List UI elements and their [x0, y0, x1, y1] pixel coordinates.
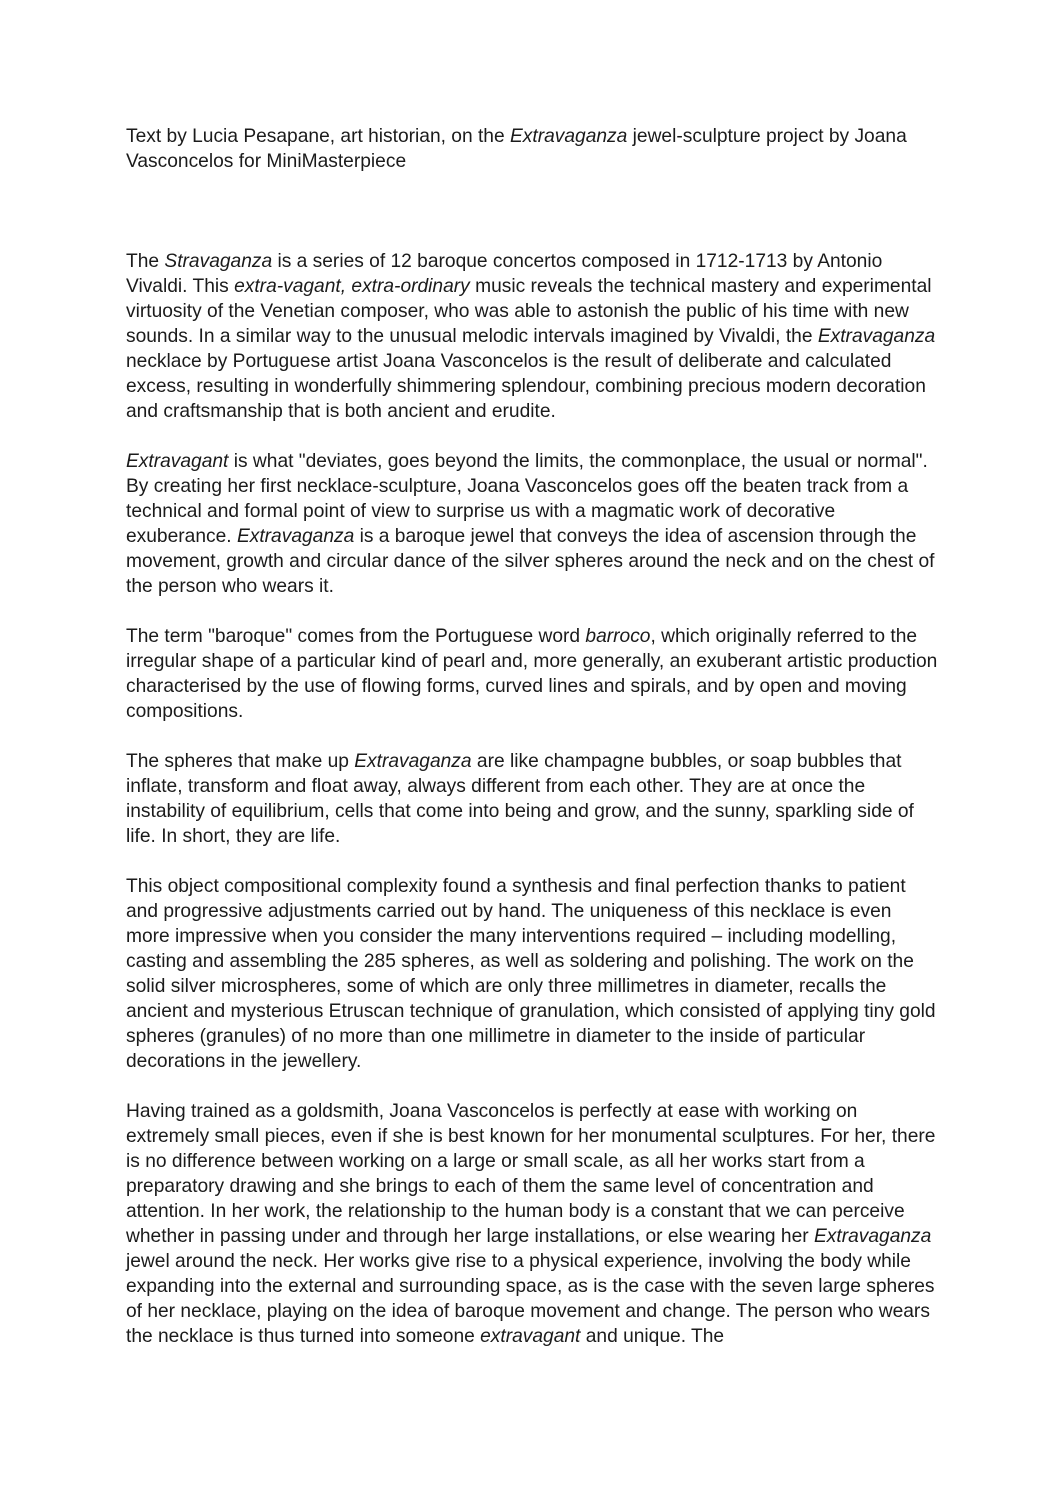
- paragraph-italic: Extravaganza: [354, 751, 472, 772]
- paragraph-italic: Extravagant: [126, 451, 229, 472]
- paragraph-text: is what "deviates, goes beyond the limits, the commonplace, the usual or normal". By creating her first necklace-sculpture, Joana Vasconcelos goes off the beaten track from a technical and formal point of view to surprise us with a magmatic work of decorative exuberance.: [126, 451, 928, 547]
- paragraph-extravagant: [126, 449, 938, 599]
- document-body: [126, 124, 938, 1349]
- header-text: jewel-sculpture project by Joana Vasconcelos for MiniMasterpiece: [126, 126, 907, 172]
- paragraph-text: jewel around the neck. Her works give rise to a physical experience, involving the body while expanding into the external and surrounding space, as is the case with the seven large spheres of her necklace, playing on the idea of baroque movement and change. The person who wears the necklace is thus turned into someone: [126, 1251, 935, 1347]
- paragraph-text: The spheres that make up: [126, 751, 355, 772]
- paragraph-italic: Extravaganza: [817, 326, 936, 347]
- paragraph-baroque: [126, 624, 938, 724]
- paragraph-text: is a baroque jewel that conveys the idea of ascension through the movement, growth and circular dance of the silver spheres around the neck and on the chest of the person who wears it.: [126, 526, 935, 597]
- paragraph-text: are like champagne bubbles, or soap bubbles that inflate, transform and float away, always different from each other. They are at once the instability of equilibrium, cells that come into being and grow, and the sunny, sparkling side of life. In short, they are life.: [126, 751, 914, 847]
- paragraph-complexity: [126, 874, 938, 1074]
- paragraph-text: The: [126, 251, 165, 272]
- paragraph-italic: Extravaganza: [236, 526, 355, 547]
- paragraph-text: necklace by Portuguese artist Joana Vasconcelos is the result of deliberate and calculated excess, resulting in wonderfully shimmering splendour, combining precious modern decoration and craftsmanship that is both ancient and erudite.: [126, 351, 926, 422]
- paragraph-text: This object compositional complexity found a synthesis and final perfection thanks to patient and progressive adjustments carried out by hand. The uniqueness of this necklace is even more impressive when you consider the many interventions required – including modelling, casting and assembling the 285 spheres, as well as soldering and polishing. The work on the solid silver microspheres, some of which are only three millimetres in diameter, recalls the ancient and mysterious Etruscan technique of granulation, which consisted of applying tiny gold spheres (granules) of no more than one millimetre in diameter to the inside of particular decorations in the jewellery.: [126, 876, 936, 1072]
- paragraph-italic: extravagant: [480, 1326, 581, 1347]
- paragraph-text: and unique. The: [580, 1326, 725, 1347]
- paragraph-italic: extra-vagant, extra-ordinary: [234, 276, 470, 297]
- paragraph-italic: Stravaganza: [164, 251, 273, 272]
- paragraph-goldsmith: [126, 1099, 938, 1349]
- paragraph-text: is a series of 12 baroque concertos composed in 1712-1713 by Antonio Vivaldi. This: [126, 251, 883, 297]
- paragraph-text: music reveals the technical mastery and experimental virtuosity of the Venetian composer, who was able to astonish the public of his time with new sounds. In a similar way to the unusual melodic intervals imagined by Vivaldi, the: [126, 276, 932, 347]
- paragraph-text: Having trained as a goldsmith, Joana Vasconcelos is perfectly at ease with working on extremely small pieces, even if she is best known for her monumental sculptures. For her, there is no difference between working on a large or small scale, as all her works start from a preparatory drawing and she brings to each of them the same level of concentration and attention. In her work, the relationship to the human body is a constant that we can perceive whether in passing under and through her large installations, or else wearing her: [126, 1101, 936, 1247]
- header-italic-title: Extravaganza: [509, 126, 628, 147]
- paragraph-text: , which originally referred to the irregular shape of a particular kind of pearl and, more generally, an exuberant artistic production characterised by the use of flowing forms, curved lines and spirals, and by open and moving compositions.: [126, 626, 938, 722]
- paragraph-italic: Extravaganza: [813, 1226, 932, 1247]
- paragraph-italic: barroco: [585, 626, 651, 647]
- paragraph-spheres: [126, 749, 938, 849]
- header-text: Text by Lucia Pesapane, art historian, on the: [126, 126, 510, 147]
- paragraph-stravaganza: [126, 249, 938, 424]
- paragraph-text: The term "baroque" comes from the Portuguese word: [126, 626, 586, 647]
- document-header: [126, 124, 938, 249]
